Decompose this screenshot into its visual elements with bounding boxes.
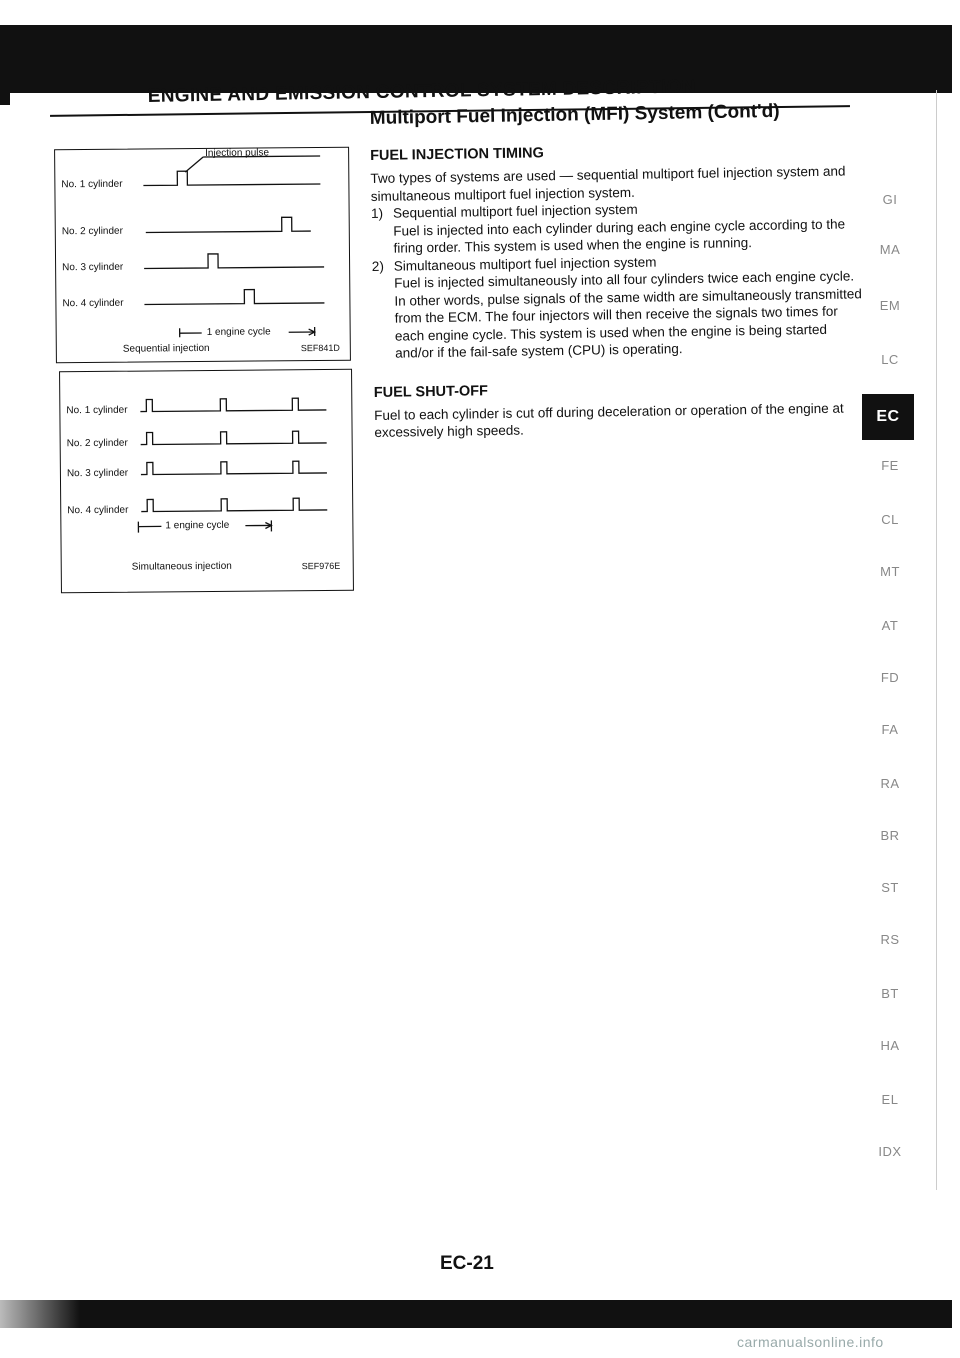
pulse-label: Injection pulse	[205, 147, 270, 159]
tab-bt[interactable]: BT	[881, 986, 899, 1001]
cylinder-label-2: No. 2 cylinder	[61, 225, 123, 238]
main-text	[370, 140, 865, 441]
list-item-text: Fuel is injected into each cylinder during each engine cycle according to the firing order. This system is used when the engine is running.	[393, 216, 846, 256]
figure-caption: Sequential injection	[122, 342, 210, 355]
figure-ref: SEF841D	[300, 342, 340, 354]
tab-at[interactable]: AT	[881, 618, 899, 633]
tab-fe[interactable]: FE	[881, 458, 899, 473]
waveform-cyl-3	[141, 461, 327, 475]
top-scan-bar-edge	[0, 25, 10, 105]
shutoff-text: Fuel to each cylinder is cut off during deceleration or operation of the engine at excessively high speeds.	[374, 400, 844, 440]
tab-ra[interactable]: RA	[880, 776, 900, 791]
tab-fa[interactable]: FA	[881, 722, 899, 737]
list-item-title: Simultaneous multiport fuel injection system	[393, 254, 657, 274]
section-title: ENGINE AND EMISSION CONTROL SYSTEM DESCRIPTION	[147, 76, 696, 108]
cylinder-label-2: No. 2 cylinder	[66, 437, 128, 450]
waveform-cyl-2	[141, 431, 327, 445]
waveform-cyl-4	[144, 289, 324, 305]
bottom-scan-bar	[0, 1300, 952, 1328]
simultaneous-injection-figure	[59, 369, 354, 594]
waveform-cyl-1	[140, 398, 326, 412]
watermark: carmanualsonline.info	[737, 1334, 884, 1350]
waveform-cyl-3	[144, 253, 324, 269]
timing-intro: Two types of systems are used — sequential multiport fuel injection system and simultaneous multiport fuel injection system.	[370, 163, 846, 204]
tab-ma[interactable]: MA	[879, 242, 901, 257]
sequential-injection-figure	[54, 147, 351, 364]
tab-fd[interactable]: FD	[880, 670, 900, 685]
figure-ref: SEF976E	[301, 560, 341, 572]
cylinder-label-1: No. 1 cylinder	[66, 404, 128, 417]
tab-lc[interactable]: LC	[881, 352, 899, 367]
list-number: 2)	[371, 258, 384, 274]
cylinder-label-1: No. 1 cylinder	[61, 178, 123, 191]
list-number: 1)	[370, 205, 384, 221]
tab-ec[interactable]: EC	[862, 394, 914, 440]
tab-st[interactable]: ST	[881, 880, 899, 895]
list-item	[371, 197, 862, 257]
shutoff-heading: FUEL SHUT-OFF	[373, 382, 489, 401]
pulse-label-leader	[185, 157, 203, 172]
list-item-text: Fuel is injected simultaneously into all four cylinders twice each engine cycle. In other words, pulse signals of the same width are simultaneously transmitted from the ECM. The four injectors will then receive the signals two times for each engine cycle. This system is used when the engine is being started and/or if the fail-safe system (CPU) is operating.	[394, 268, 862, 361]
list-item-title: Sequential multiport fuel injection system	[392, 201, 638, 221]
tab-el[interactable]: EL	[881, 1092, 899, 1107]
waveform-cyl-1	[143, 170, 320, 186]
cylinder-label-4: No. 4 cylinder	[67, 504, 129, 517]
tab-gi[interactable]: GI	[882, 192, 898, 207]
tab-idx[interactable]: IDX	[878, 1144, 902, 1159]
timing-heading: FUEL INJECTION TIMING	[370, 145, 544, 164]
bottom-scan-fade	[0, 1300, 80, 1328]
cycle-label: 1 engine cycle	[206, 326, 271, 338]
cylinder-label-4: No. 4 cylinder	[62, 297, 124, 310]
page-number: EC-21	[440, 1253, 494, 1274]
tab-ha[interactable]: HA	[880, 1038, 900, 1053]
tab-em[interactable]: EM	[879, 298, 901, 313]
figure-caption: Simultaneous injection	[131, 560, 232, 573]
cylinder-label-3: No. 3 cylinder	[66, 467, 129, 480]
page-edge-line	[936, 90, 937, 1190]
tab-rs[interactable]: RS	[880, 932, 900, 947]
list-item	[372, 250, 864, 363]
tab-cl[interactable]: CL	[881, 512, 899, 527]
cylinder-label-3: No. 3 cylinder	[62, 261, 124, 274]
cycle-label: 1 engine cycle	[165, 519, 230, 532]
waveform-cyl-2	[146, 217, 311, 232]
tab-br[interactable]: BR	[880, 828, 900, 843]
waveform-cyl-4	[141, 498, 327, 512]
tab-mt[interactable]: MT	[880, 564, 900, 579]
simultaneous-waveforms	[60, 370, 353, 593]
subsection-title: Multiport Fuel Injection (MFI) System (Cont'd)	[369, 100, 780, 130]
timing-list	[371, 197, 863, 362]
